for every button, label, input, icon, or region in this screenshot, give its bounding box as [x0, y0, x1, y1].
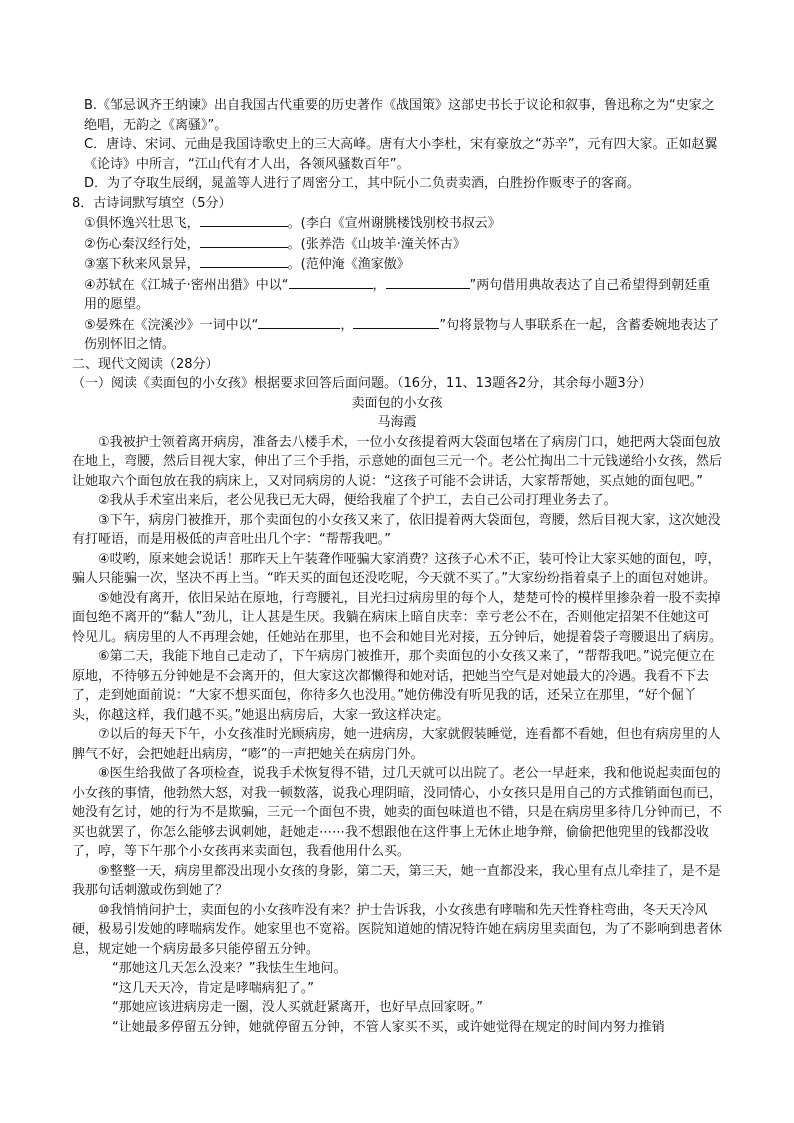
dialogue-line: “那她应该进病房走一圈，没人买就赶紧离开，也好早点回家呀。”	[112, 1000, 483, 1015]
article-paragraph: ⑤她没有离开，依旧呆站在原地，行弯腰礼，目光扫过病房里的每个人，楚楚可怜的模样里掺杂着一股不卖掉面包绝不离开的“黏人”劲儿，让人甚是生厌。我躺在病床上暗自庆幸：幸亏老公不在，否则他定招架不住她这可怜见儿。病房里的人不再理会她，任她站在那里，也不会和她目光对接，五分钟后，她提着袋子弯腰退出了病房。	[72, 590, 723, 645]
answer-blank[interactable]	[289, 275, 373, 289]
q7-option-b: B.《邹忌讽齐王纳谏》出自我国古代重要的历史著作《战国策》这部史书长于议论和叙事，鲁迅称之为“史家之绝唱，无韵之《离骚》”。	[84, 98, 715, 133]
q8-item-5-rest: ”句将景物与人事联系在一起，含蓄委婉地表达了伤别怀旧之情。	[84, 317, 720, 352]
article-paragraph: ②我从手术室出来后，老公见我已无大碍，便给我雇了个护工，去自己公司打理业务去了。	[98, 493, 617, 508]
dialogue-line: “这几天天冷，肯定是哮喘病犯了。”	[112, 980, 314, 996]
article-title: 卖面包的小女孩	[351, 395, 443, 411]
q8-item-5-separator: ，	[340, 317, 354, 333]
q8-item-5-prompt: ⑤晏殊在《浣溪沙》一词中以“	[84, 317, 259, 333]
q8-item-2	[72, 234, 722, 255]
article-paragraph: ④哎哟，原来她会说话！那昨天上午装聋作哑骗大家消费？这孩子心术不正，装可怜让大家买她的面包，哼，骗人只能骗一次，坚决不再上当。“昨天买的面包还没吃呢，今天就不买了。”大家纷纷指着桌子上的面包对她讲。	[72, 551, 721, 586]
answer-blank[interactable]	[386, 275, 470, 289]
dialogue-line: “那她这几天怎么没来？”我怯生生地问。	[112, 961, 347, 976]
q8-item-4	[72, 275, 722, 315]
article-paragraph: ⑥第二天，我能下地自己走动了，下午病房门被推开，那个卖面包的小女孩又来了，“帮帮我吧。”说完便立在原地，不待够五分钟她是不会离开的，但大家这次都懒得和她对话，把她当空气是对她最大的冷遇。我看不下去了，走到她面前说：“大家不想买面包，你待多久也没用。”她仿佛没有听见我的话，还呆立在那里，“好个倔丫头，你越这样，我们越不买。”她退出病房后，大家一致这样决定。	[72, 649, 715, 723]
q8-item-5	[72, 315, 722, 355]
q8-item-3	[72, 254, 722, 275]
article-paragraph: ③下午，病房门被推开，那个卖面包的小女孩又来了，依旧提着两大袋面包，弯腰，然后目视大家，这次她没有打哑语，而是用极低的声音吐出几个字：“帮帮我吧。”	[72, 512, 721, 547]
section-heading: 二、现代文阅读（28分）	[72, 356, 219, 372]
article-paragraph: ⑧医生给我做了各项检查，说我手术恢复得不错，过几天就可以出院了。老公一早赶来，我和他说起卖面包的小女孩的事情，他勃然大怒，对我一顿数落，说我心理阴暗，没同情心，小女孩只是用自己的方式推销面包而已，她没有乞讨，她的行为不是欺骗，三元一个面包不贵，她卖的面包味道也不错，只是在病房里多待几分钟而已，不买也就罢了，你怎么能够去讽刺她，赶她走⋯⋯我不想跟他在这件事上无休止地争辩，偷偷把他兜里的钱都没收了，哼，等下午那个小女孩再来卖面包，我看他用什么买。	[72, 766, 723, 859]
dialogue-line: “让她最多停留五分钟，她就停留五分钟，不管人家买不买，或许她觉得在规定的时间内努力推销	[112, 1019, 665, 1035]
answer-blank[interactable]	[258, 315, 340, 329]
article-paragraph: ①我被护士领着离开病房，准备去八楼手术，一位小女孩提着两大袋面包堵在了病房门口，她把两大袋面包放在地上，弯腰，然后目视大家，伸出了三个手指，示意她的面包三元一个。老公忙掏出二十元钱递给小女孩，然后让她取六个面包放在我的病床上，又对同病房的人说：“这孩子可能不会讲话，大家帮帮她，买点她的面包吧。”	[72, 434, 723, 489]
article-paragraph: ⑦以后的每天下午，小女孩准时光顾病房，她一进病房，大家就假装睡觉，连看都不看她，但也有病房里的人脾气不好，会把她赶出病房，“嘭”的一声把她关在病房门外。	[72, 727, 721, 762]
q7-option-c: C．唐诗、宋词、元曲是我国诗歌史上的三大高峰。唐有大小李杜，宋有豪放之“苏辛”，元有四大家。正如赵翼《论诗》中所言，“江山代有才人出，各领风骚数百年”。	[84, 137, 718, 172]
q8-item-4-prompt: ④苏轼在《江城子·密州出猎》中以“	[84, 277, 289, 293]
q8-item-3-prompt: ③塞下秋来风景异，	[84, 257, 200, 272]
q8-item-2-source: 。(张养浩《山坡羊·潼关怀古》	[287, 236, 466, 252]
article-author: 马海霞	[377, 415, 417, 430]
q8-item-3-source: 。(范仲淹《渔家傲》	[287, 257, 410, 272]
answer-blank[interactable]	[353, 315, 439, 329]
answer-blank[interactable]	[200, 213, 288, 227]
q8-item-4-separator: ，	[372, 277, 386, 293]
article-paragraph: ⑩我悄悄问护士，卖面包的小女孩咋没有来？护士告诉我，小女孩患有哮喘和先天性脊柱弯曲，冬天天冷风硬，极易引发她的哮喘病发作。她家里也不宽裕。医院知道她的情况特许她在病房里卖面包，为了不影响到患者休息，规定她一个病房最多只能停留五分钟。	[72, 902, 723, 957]
q7-option-d: D．为了夺取生辰纲，晁盖等人进行了周密分工，其中阮小二负责卖酒，白胜扮作贩枣子的客商。	[84, 176, 641, 191]
article-paragraph: ⑨整整一天，病房里都没出现小女孩的身影，第二天，第三天，她一直都没来，我心里有点儿牵挂了，是不是我那句话刺激或伤到她了？	[72, 863, 721, 898]
q8-item-1	[72, 213, 722, 234]
q8-title: 8．古诗词默写填空（5分）	[72, 195, 232, 211]
q8-item-1-source: 。(李白《宣州谢朓楼饯别校书叔云》	[287, 216, 501, 231]
q8-item-2-prompt: ②伤心秦汉经行处，	[84, 236, 200, 252]
q8-item-1-prompt: ①俱怀逸兴壮思飞，	[84, 216, 200, 231]
answer-blank[interactable]	[200, 254, 288, 268]
q8-item-4-rest: ”两句借用典故表达了自己希望得到朝廷重用的愿望。	[84, 277, 711, 312]
answer-blank[interactable]	[200, 234, 288, 248]
page-content	[72, 96, 722, 1037]
subsection-heading: （一）阅读《卖面包的小女孩》根据要求回答后面问题。（16分，11、13题各2分，其余每小题3分）	[72, 376, 652, 391]
